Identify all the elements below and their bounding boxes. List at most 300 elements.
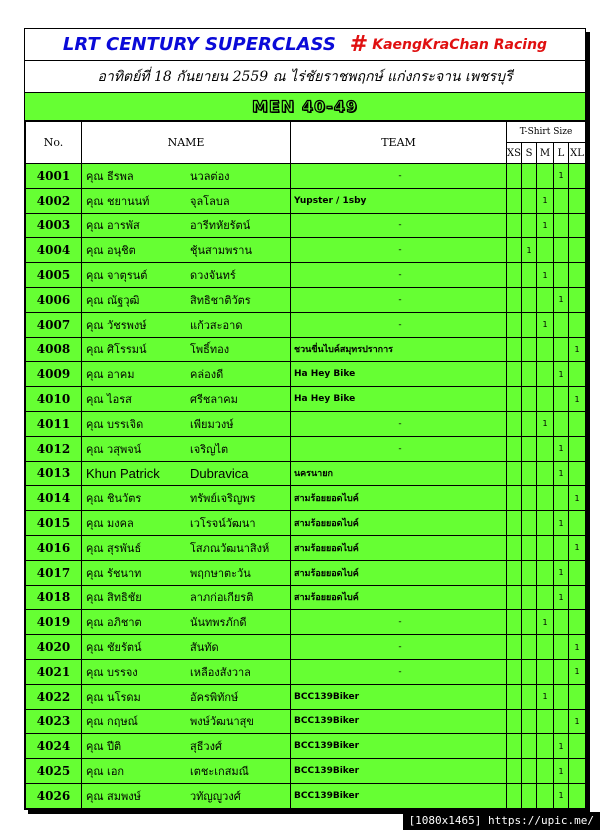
size-cell-xl — [569, 560, 586, 585]
rider-name — [82, 411, 291, 436]
rider-number: 4009 — [26, 362, 82, 387]
table-row — [26, 387, 586, 412]
size-cell-xl: 1 — [569, 709, 586, 734]
size-cell-m: 1 — [537, 411, 554, 436]
rider-number: 4022 — [26, 684, 82, 709]
rider-name — [82, 461, 291, 486]
size-cell-xs — [507, 585, 522, 610]
rider-last-name: โพธิ์ทอง — [190, 343, 230, 357]
size-cell-m — [537, 436, 554, 461]
rider-first-name: Khun Patrick — [86, 465, 160, 481]
size-cell-xl: 1 — [569, 635, 586, 660]
size-cell-l: 1 — [554, 585, 569, 610]
rider-name — [82, 659, 291, 684]
rider-name — [82, 635, 291, 660]
rider-first-name: คุณ สมพงษ์ — [86, 789, 141, 803]
rider-first-name: คุณ วัชรพงษ์ — [86, 318, 147, 332]
rider-team: ชวนขี่นไบค์สมุทรปราการ — [291, 337, 507, 362]
rider-team: BCC139Biker — [291, 709, 507, 734]
size-cell-s — [522, 783, 537, 808]
size-cell-xl — [569, 759, 586, 784]
rider-number: 4021 — [26, 659, 82, 684]
rider-number: 4001 — [26, 164, 82, 189]
size-cell-m — [537, 387, 554, 412]
size-cell-s — [522, 362, 537, 387]
size-cell-s — [522, 535, 537, 560]
registration-sheet — [24, 28, 586, 810]
rider-last-name: สันทัด — [190, 641, 219, 655]
size-cell-s — [522, 164, 537, 189]
size-cell-l: 1 — [554, 783, 569, 808]
size-cell-l — [554, 387, 569, 412]
table-row — [26, 337, 586, 362]
size-cell-xl — [569, 684, 586, 709]
rider-team: BCC139Biker — [291, 783, 507, 808]
size-cell-s — [522, 511, 537, 536]
rider-number: 4013 — [26, 461, 82, 486]
size-cell-m — [537, 337, 554, 362]
rider-name — [82, 387, 291, 412]
rider-number: 4017 — [26, 560, 82, 585]
size-cell-l: 1 — [554, 734, 569, 759]
table-row — [26, 164, 586, 189]
rider-last-name: เวโรจน์วัฒนา — [190, 517, 256, 531]
size-cell-xs — [507, 486, 522, 511]
size-cell-xl — [569, 411, 586, 436]
rider-team: สามร้อยยอดไบค์ — [291, 511, 507, 536]
table-row — [26, 486, 586, 511]
size-cell-s: 1 — [522, 238, 537, 263]
size-cell-s — [522, 287, 537, 312]
size-cell-m: 1 — [537, 188, 554, 213]
size-cell-m — [537, 783, 554, 808]
rider-team: - — [291, 436, 507, 461]
size-cell-xs — [507, 659, 522, 684]
rider-team: Yupster / 1sby — [291, 188, 507, 213]
size-cell-l: 1 — [554, 287, 569, 312]
size-cell-m — [537, 287, 554, 312]
rider-last-name: อัครพิทักษ์ — [190, 690, 239, 704]
event-subtitle: KaengKraChan Racing — [372, 36, 548, 53]
rider-number: 4003 — [26, 213, 82, 238]
size-cell-m — [537, 709, 554, 734]
rider-first-name: คุณ ชินวัตร — [86, 492, 142, 506]
rider-first-name: คุณ ไอรส — [86, 393, 132, 407]
table-row — [26, 213, 586, 238]
size-cell-xs — [507, 684, 522, 709]
rider-first-name: คุณ สุรพันธ์ — [86, 541, 142, 555]
header-size-xs: XS — [507, 143, 522, 164]
rider-name — [82, 486, 291, 511]
rider-name — [82, 511, 291, 536]
size-cell-xl: 1 — [569, 659, 586, 684]
header-size-s: S — [522, 143, 537, 164]
size-cell-xs — [507, 213, 522, 238]
rider-number: 4025 — [26, 759, 82, 784]
rider-last-name: คล่องดี — [190, 368, 224, 382]
rider-first-name: คุณ รัชนาท — [86, 566, 142, 580]
size-cell-xl — [569, 238, 586, 263]
rider-first-name: คุณ บรรเจิด — [86, 417, 144, 431]
watermark: [1080x1465] https://upic.me/ — [403, 812, 600, 830]
rider-number: 4024 — [26, 734, 82, 759]
size-cell-m: 1 — [537, 610, 554, 635]
size-cell-l: 1 — [554, 461, 569, 486]
rider-team: BCC139Biker — [291, 684, 507, 709]
rider-last-name: เพียมวงษ์ — [190, 417, 234, 431]
rider-number: 4008 — [26, 337, 82, 362]
rider-first-name: คุณ จาตุรนต์ — [86, 269, 148, 283]
size-cell-m — [537, 659, 554, 684]
table-row — [26, 684, 586, 709]
rider-name — [82, 436, 291, 461]
size-cell-l: 1 — [554, 436, 569, 461]
rider-last-name: ทรัพย์เจริญพร — [190, 492, 256, 506]
event-title: LRT CENTURY SUPERCLASS — [62, 34, 336, 55]
rider-team: - — [291, 659, 507, 684]
size-cell-s — [522, 659, 537, 684]
size-cell-m: 1 — [537, 684, 554, 709]
size-cell-m: 1 — [537, 213, 554, 238]
rider-name — [82, 684, 291, 709]
table-row — [26, 287, 586, 312]
rider-name — [82, 759, 291, 784]
rider-first-name: คุณ เอก — [86, 765, 125, 779]
rider-name — [82, 535, 291, 560]
size-cell-xs — [507, 362, 522, 387]
size-cell-xl — [569, 610, 586, 635]
size-cell-xs — [507, 164, 522, 189]
size-cell-s — [522, 560, 537, 585]
size-cell-xs — [507, 535, 522, 560]
table-row — [26, 659, 586, 684]
rider-number: 4014 — [26, 486, 82, 511]
table-row — [26, 362, 586, 387]
size-cell-xs — [507, 759, 522, 784]
header-team: TEAM — [291, 122, 507, 164]
table-row — [26, 635, 586, 660]
table-row — [26, 312, 586, 337]
size-cell-l — [554, 337, 569, 362]
size-cell-xl — [569, 362, 586, 387]
category-label: MEN 40-49 — [252, 97, 358, 116]
size-cell-s — [522, 486, 537, 511]
rider-team: - — [291, 238, 507, 263]
size-cell-l — [554, 188, 569, 213]
header-no: No. — [26, 122, 82, 164]
rider-number: 4026 — [26, 783, 82, 808]
size-cell-m — [537, 362, 554, 387]
rider-name — [82, 164, 291, 189]
rider-name — [82, 560, 291, 585]
rider-team: Ha Hey Bike — [291, 387, 507, 412]
size-cell-xs — [507, 461, 522, 486]
rider-number: 4012 — [26, 436, 82, 461]
rider-number: 4020 — [26, 635, 82, 660]
rider-last-name: อารีทหัยรัตน์ — [190, 219, 251, 233]
rider-team: - — [291, 287, 507, 312]
category-banner — [25, 93, 585, 121]
page-shadow-right — [586, 32, 590, 814]
table-row — [26, 783, 586, 808]
size-cell-xl — [569, 783, 586, 808]
size-cell-xs — [507, 560, 522, 585]
size-cell-l — [554, 635, 569, 660]
size-cell-l — [554, 312, 569, 337]
table-row — [26, 585, 586, 610]
rider-last-name: พฤกษาตะวัน — [190, 566, 251, 580]
rider-number: 4019 — [26, 610, 82, 635]
size-cell-l — [554, 535, 569, 560]
rider-last-name: นวลต่อง — [190, 169, 230, 183]
size-cell-m — [537, 585, 554, 610]
rider-name — [82, 188, 291, 213]
size-cell-xl — [569, 263, 586, 288]
rider-last-name: สิทธิชาติวัตร — [190, 293, 251, 307]
size-cell-m — [537, 759, 554, 784]
size-cell-l: 1 — [554, 560, 569, 585]
rider-first-name: คุณ ศิโรรมน์ — [86, 343, 147, 357]
rider-number: 4007 — [26, 312, 82, 337]
rider-last-name: เจริญไต — [190, 442, 229, 456]
rider-number: 4016 — [26, 535, 82, 560]
hashtag-symbol: # — [349, 32, 369, 57]
rider-team: - — [291, 164, 507, 189]
size-cell-m — [537, 635, 554, 660]
rider-team: - — [291, 635, 507, 660]
table-row — [26, 535, 586, 560]
rider-name — [82, 734, 291, 759]
table-row — [26, 263, 586, 288]
size-cell-xl — [569, 585, 586, 610]
size-cell-s — [522, 759, 537, 784]
size-cell-xl — [569, 188, 586, 213]
rider-first-name: คุณ อนุชิต — [86, 244, 136, 258]
size-cell-s — [522, 436, 537, 461]
rider-number: 4005 — [26, 263, 82, 288]
rider-last-name: ลาภก่อเกียรติ — [190, 591, 254, 605]
size-cell-l — [554, 263, 569, 288]
size-cell-xl — [569, 461, 586, 486]
rider-team: - — [291, 312, 507, 337]
rider-first-name: คุณ บรรจง — [86, 665, 138, 679]
rider-first-name: คุณ ชัยรัตน์ — [86, 641, 142, 655]
rider-name — [82, 585, 291, 610]
size-cell-xs — [507, 635, 522, 660]
rider-first-name: คุณ สิทธิชัย — [86, 591, 142, 605]
rider-number: 4018 — [26, 585, 82, 610]
size-cell-l — [554, 213, 569, 238]
rider-team: BCC139Biker — [291, 759, 507, 784]
size-cell-s — [522, 387, 537, 412]
rider-number: 4010 — [26, 387, 82, 412]
size-cell-m — [537, 535, 554, 560]
size-cell-xs — [507, 610, 522, 635]
rider-last-name: โสภณวัฒนาสิงห์ — [190, 541, 270, 555]
rider-name — [82, 362, 291, 387]
size-cell-l — [554, 411, 569, 436]
size-cell-s — [522, 263, 537, 288]
rider-first-name: คุณ อารพัส — [86, 219, 140, 233]
rider-first-name: คุณ อภิชาต — [86, 616, 142, 630]
size-cell-l: 1 — [554, 511, 569, 536]
table-row — [26, 238, 586, 263]
rider-team: สามร้อยยอดไบค์ — [291, 486, 507, 511]
rider-name — [82, 213, 291, 238]
size-cell-xl — [569, 511, 586, 536]
rider-first-name: คุณ อาคม — [86, 368, 135, 382]
rider-team: - — [291, 213, 507, 238]
size-cell-xl — [569, 213, 586, 238]
size-cell-xl — [569, 287, 586, 312]
size-cell-xs — [507, 511, 522, 536]
date-location: อาทิตย์ที่ 18 กันยายน 2559 ณ ไร่ชัยราชพฤกษ์ แก่งกระจาน เพชรบุรี — [25, 61, 585, 93]
header-size-xl: XL — [569, 143, 586, 164]
size-cell-s — [522, 461, 537, 486]
table-row — [26, 436, 586, 461]
rider-first-name: คุณ วสุพจน์ — [86, 442, 142, 456]
size-cell-l: 1 — [554, 362, 569, 387]
table-row — [26, 759, 586, 784]
rider-name — [82, 783, 291, 808]
rider-name — [82, 312, 291, 337]
rider-last-name: Dubravica — [190, 465, 249, 481]
size-cell-xl — [569, 164, 586, 189]
size-cell-s — [522, 709, 537, 734]
rider-first-name: คุณ มงคล — [86, 517, 134, 531]
rider-number: 4006 — [26, 287, 82, 312]
size-cell-xs — [507, 387, 522, 412]
header-size-l: L — [554, 143, 569, 164]
size-cell-l — [554, 659, 569, 684]
size-cell-xs — [507, 287, 522, 312]
rider-name — [82, 263, 291, 288]
size-cell-l — [554, 684, 569, 709]
size-cell-xl: 1 — [569, 535, 586, 560]
size-cell-s — [522, 610, 537, 635]
header-tshirt-size: T-Shirt Size — [507, 122, 586, 143]
size-cell-xl — [569, 436, 586, 461]
size-cell-xs — [507, 783, 522, 808]
table-row — [26, 560, 586, 585]
size-cell-xs — [507, 312, 522, 337]
size-cell-l — [554, 486, 569, 511]
rider-last-name: พงษ์วัฒนาสุข — [190, 715, 254, 729]
rider-name — [82, 337, 291, 362]
size-cell-xs — [507, 411, 522, 436]
size-cell-xs — [507, 734, 522, 759]
size-cell-m — [537, 164, 554, 189]
size-cell-s — [522, 188, 537, 213]
size-cell-xs — [507, 436, 522, 461]
header-name: NAME — [82, 122, 291, 164]
rider-name — [82, 709, 291, 734]
size-cell-xl: 1 — [569, 486, 586, 511]
size-cell-xs — [507, 188, 522, 213]
rider-first-name: คุณ ชยานนท์ — [86, 194, 150, 208]
size-cell-xl — [569, 734, 586, 759]
rider-last-name: เตชะเกสมณี — [190, 765, 249, 779]
rider-last-name: จุลโลบล — [190, 194, 230, 208]
size-cell-s — [522, 585, 537, 610]
header-size-m: M — [537, 143, 554, 164]
size-cell-xs — [507, 709, 522, 734]
rider-last-name: ชุ้นสามพราน — [190, 244, 252, 258]
size-cell-m — [537, 238, 554, 263]
table-row — [26, 511, 586, 536]
rider-last-name: นันทพรภักดี — [190, 616, 247, 630]
size-cell-xs — [507, 337, 522, 362]
size-cell-xl — [569, 312, 586, 337]
rider-number: 4023 — [26, 709, 82, 734]
size-cell-l — [554, 709, 569, 734]
rider-number: 4002 — [26, 188, 82, 213]
rider-first-name: คุณ ปีติ — [86, 740, 122, 754]
size-cell-l: 1 — [554, 164, 569, 189]
size-cell-s — [522, 337, 537, 362]
rider-number: 4004 — [26, 238, 82, 263]
rider-number: 4011 — [26, 411, 82, 436]
size-cell-m — [537, 734, 554, 759]
rider-team: สามร้อยยอดไบค์ — [291, 560, 507, 585]
rider-team: - — [291, 411, 507, 436]
size-cell-m — [537, 486, 554, 511]
rider-team: สามร้อยยอดไบค์ — [291, 535, 507, 560]
rider-team: นครนายก — [291, 461, 507, 486]
rider-first-name: คุณ ธีรพล — [86, 169, 134, 183]
size-cell-s — [522, 734, 537, 759]
rider-name — [82, 287, 291, 312]
size-cell-s — [522, 411, 537, 436]
registration-table — [25, 121, 586, 809]
table-row — [26, 709, 586, 734]
size-cell-s — [522, 684, 537, 709]
rider-last-name: วทัญญูวงศ์ — [190, 789, 241, 803]
table-row — [26, 461, 586, 486]
size-cell-m: 1 — [537, 312, 554, 337]
table-row — [26, 411, 586, 436]
rider-first-name: คุณ ณัฐวุฒิ — [86, 293, 140, 307]
title-row — [25, 29, 585, 61]
rider-last-name: สุธีวงศ์ — [190, 740, 222, 754]
rider-last-name: แก้วสะอาด — [190, 318, 243, 332]
rider-team: BCC139Biker — [291, 734, 507, 759]
size-cell-m: 1 — [537, 263, 554, 288]
rider-team: สามร้อยยอดไบค์ — [291, 585, 507, 610]
rider-last-name: เหลืองสังวาล — [190, 665, 251, 679]
rider-name — [82, 610, 291, 635]
rider-first-name: คุณ กฤษณ์ — [86, 715, 138, 729]
rider-last-name: ศรีชลาคม — [190, 393, 238, 407]
size-cell-l — [554, 610, 569, 635]
rider-last-name: ดวงจันทร์ — [190, 269, 236, 283]
size-cell-s — [522, 213, 537, 238]
size-cell-m — [537, 461, 554, 486]
table-row — [26, 734, 586, 759]
rider-number: 4015 — [26, 511, 82, 536]
table-row — [26, 188, 586, 213]
size-cell-l: 1 — [554, 759, 569, 784]
rider-team: Ha Hey Bike — [291, 362, 507, 387]
size-cell-xs — [507, 263, 522, 288]
size-cell-xl: 1 — [569, 387, 586, 412]
size-cell-xl: 1 — [569, 337, 586, 362]
table-body — [26, 164, 586, 809]
size-cell-s — [522, 635, 537, 660]
rider-team: - — [291, 610, 507, 635]
size-cell-m — [537, 560, 554, 585]
size-cell-m — [537, 511, 554, 536]
